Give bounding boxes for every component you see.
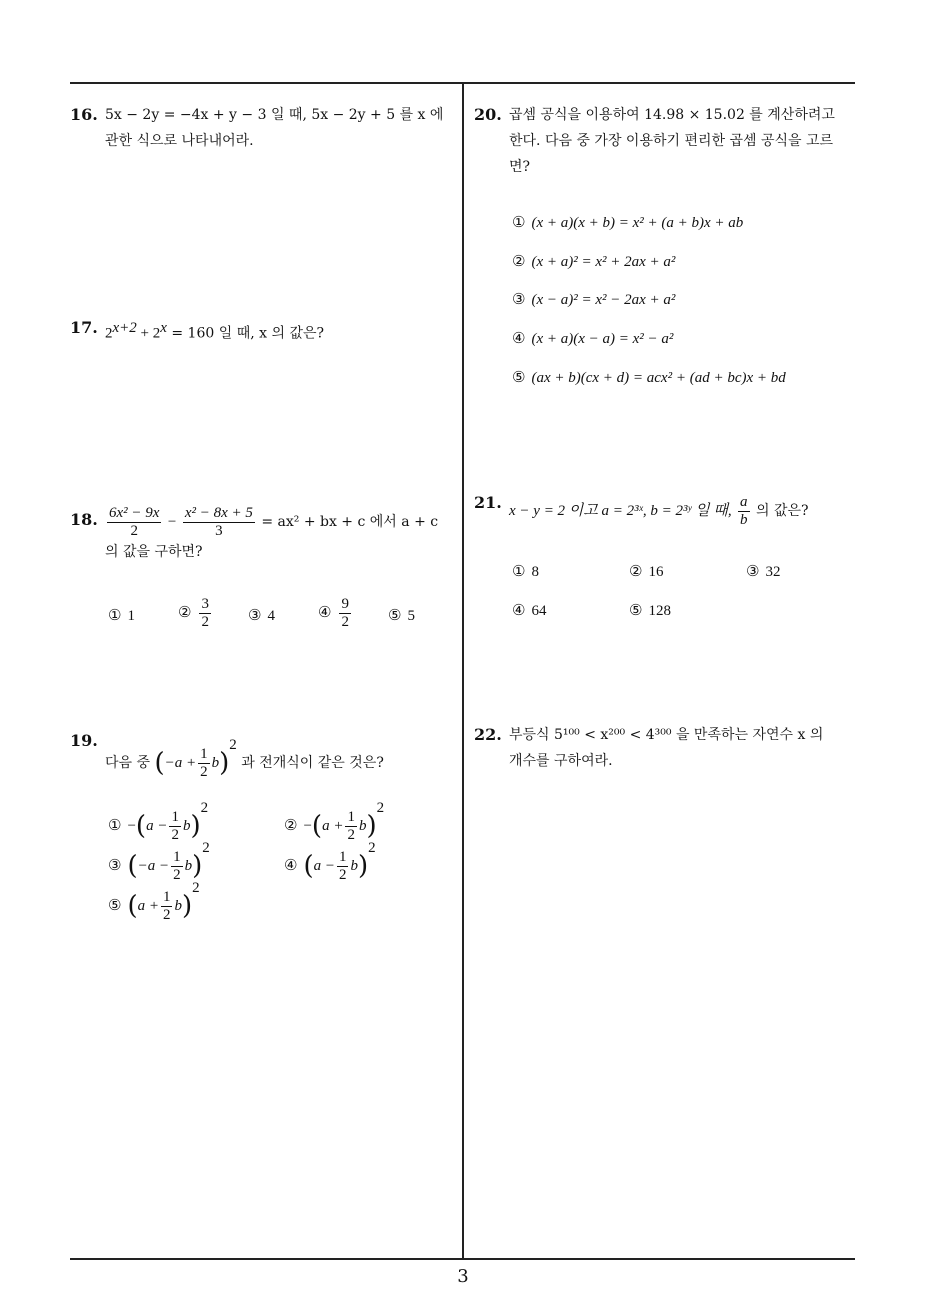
choice-4[interactable]: ④ (a − $\frac{1}{2}$ b)$^2$ xyxy=(284,840,376,883)
question-22 xyxy=(474,722,864,774)
question-text: x − y = 2 이고 a = 2³ˣ, b = 2³ʸ 일 때, xyxy=(509,503,732,519)
choice-1[interactable]: ① 8 xyxy=(512,562,539,580)
question-number: 19. xyxy=(70,731,98,750)
question-text: 다음 중 xyxy=(105,755,151,771)
question-text: 의 값은? xyxy=(755,503,809,519)
choice-5[interactable]: ⑤ 5 xyxy=(388,606,415,624)
page-number: 3 xyxy=(457,1266,469,1287)
choice-1[interactable]: ① 1 xyxy=(108,606,135,624)
question-text-line: 관한 식으로 나타내어라. xyxy=(105,133,254,149)
choice-3[interactable]: ③ (x − a)² = x² − 2ax + a² xyxy=(512,290,676,308)
choice-2[interactable]: ② $\frac{3}{2}$ xyxy=(178,596,209,630)
choice-3[interactable]: ③ 4 xyxy=(248,606,275,624)
question-text-line: 5x − 2y = −4x + y − 3 일 때, 5x − 2y + 5 를 x 에 xyxy=(105,107,444,123)
question-text-line: 부등식 5¹⁰⁰ < x²⁰⁰ < 4³⁰⁰ 을 만족하는 자연수 x 의 xyxy=(509,727,824,743)
choice-2[interactable]: ② 16 xyxy=(629,562,664,580)
question-text: = ax² + bx + c 에서 a + c xyxy=(261,514,439,530)
question-text: = 160 일 때, x 의 값은? xyxy=(166,325,324,342)
choice-4[interactable]: ④ 64 xyxy=(512,601,547,619)
question-number: 18. xyxy=(70,510,98,529)
question-text-line: 곱셈 공식을 이용하여 14.98 × 15.02 를 계산하려고 xyxy=(509,107,835,123)
question-number: 21. xyxy=(474,493,502,512)
choice-2[interactable]: ② −(a + $\frac{1}{2}$ b)$^2$ xyxy=(284,800,385,843)
question-number: 20. xyxy=(474,105,502,124)
question-21 xyxy=(474,490,864,528)
bottom-rule xyxy=(70,1258,855,1260)
fraction: $\frac{\text{6x² − 9x}}{2}$ xyxy=(109,505,160,539)
question-text: 과 전개식이 같은 것은? xyxy=(241,755,384,771)
question-text-line: 의 값을 구하면? xyxy=(105,544,203,560)
choice-3[interactable]: ③ 32 xyxy=(746,562,781,580)
question-number: 17. xyxy=(70,318,98,337)
choice-1[interactable]: ① −(a − $\frac{1}{2}$ b)$^2$ xyxy=(108,800,209,843)
question-16 xyxy=(70,102,460,154)
choice-1[interactable]: ① (x + a)(x + b) = x² + (a + b)x + ab xyxy=(512,213,744,231)
fraction: $\frac{\text{x² − 8x + 5}}{3}$ xyxy=(184,505,253,539)
choice-2[interactable]: ② (x + a)² = x² + 2ax + a² xyxy=(512,252,676,270)
question-20 xyxy=(474,102,864,180)
choice-5[interactable]: ⑤ (ax + b)(cx + d) = acx² + (ad + bc)x + bd xyxy=(512,368,786,386)
question-text-line: 개수를 구하여라. xyxy=(509,753,613,769)
choice-3[interactable]: ③ (−a − $\frac{1}{2}$ b)$^2$ xyxy=(108,840,210,883)
choice-5[interactable]: ⑤ 128 xyxy=(629,601,671,619)
question-number: 22. xyxy=(474,725,502,744)
choice-4[interactable]: ④ (x + a)(x − a) = x² − a² xyxy=(512,329,674,347)
question-text-line: 면? xyxy=(509,159,531,175)
choice-4[interactable]: ④ $\frac{9}{2}$ xyxy=(318,596,349,630)
column-divider xyxy=(462,83,464,1259)
question-text-line: 한다. 다음 중 가장 이용하기 편리한 곱셈 공식을 고르 xyxy=(509,133,834,149)
question-number: 16. xyxy=(70,105,98,124)
fraction: $\frac{a}{b}$ xyxy=(740,494,748,528)
question-19: 19. 다음 중 (−a + $\frac{1}{2}$ b)$^2$ 과 전개식이 같은 것은? xyxy=(70,728,460,780)
choice-5[interactable]: ⑤ (a + $\frac{1}{2}$ b)$^2$ xyxy=(108,880,200,923)
question-18: 18. $\frac{\text{6x² − 9x}}{2}$ − $\frac{\text{x² − 8x + 5}}{3}$ = ax² + bx + c 에서 a + c 의 값을 구하면? xyxy=(70,505,460,565)
question-17: 17. $2^{x+2} + 2^x = 160$ 일 때, x 의 값은? xyxy=(70,315,460,347)
